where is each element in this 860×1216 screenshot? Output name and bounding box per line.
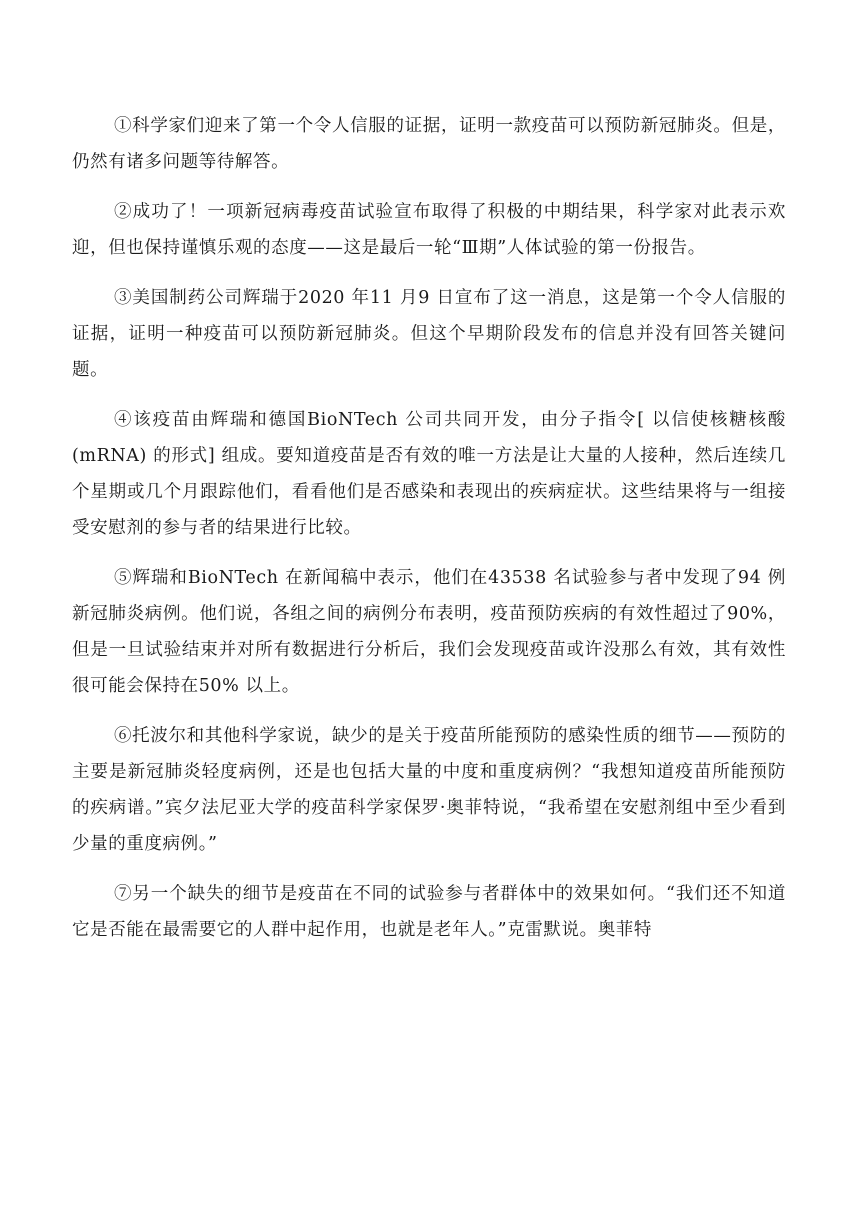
paragraph-3: ③美国制药公司辉瑞于2020 年11 月9 日宣布了这一消息，这是第一个令人信服的证据，证明一种疫苗可以预防新冠肺炎。但这个早期阶段发布的信息并没有回答关键问题。 [72, 288, 786, 380]
paragraph-4: ④该疫苗由辉瑞和德国BioNTech 公司共同开发，由分子指令[ 以信使核糖核酸(mRNA) 的形式] 组成。要知道疫苗是否有效的唯一方法是让大量的人接种，然后连续几个星期或几个月跟踪他们，看看他们是否感染和表现出的疾病症状。这些结果将与一组接受安慰剂的参与者的结果进行比较。 [72, 410, 786, 538]
paragraph-5: ⑤辉瑞和BioNTech 在新闻稿中表示，他们在43538 名试验参与者中发现了94 例新冠肺炎病例。他们说，各组之间的病例分布表明，疫苗预防疾病的有效性超过了90%，但是一旦试验结束并对所有数据进行分析后，我们会发现疫苗或许没那么有效，其有效性很可能会保持在50% 以上。 [72, 568, 786, 696]
paragraph-6: ⑥托波尔和其他科学家说，缺少的是关于疫苗所能预防的感染性质的细节——预防的主要是新冠肺炎轻度病例，还是也包括大量的中度和重度病例？“我想知道疫苗所能预防的疾病谱。”宾夕法尼亚大学的疫苗科学家保罗·奥菲特说，“我希望在安慰剂组中至少看到少量的重度病例。” [72, 726, 786, 854]
paragraph-1: ①科学家们迎来了第一个令人信服的证据，证明一款疫苗可以预防新冠肺炎。但是，仍然有诸多问题等待解答。 [72, 116, 786, 172]
document-page [72, 108, 786, 962]
paragraph-2: ②成功了！一项新冠病毒疫苗试验宣布取得了积极的中期结果，科学家对此表示欢迎，但也保持谨慎乐观的态度——这是最后一轮“Ⅲ期”人体试验的第一份报告。 [72, 202, 786, 258]
paragraph-7: ⑦另一个缺失的细节是疫苗在不同的试验参与者群体中的效果如何。“我们还不知道它是否能在最需要它的人群中起作用，也就是老年人。”克雷默说。奥菲特 [72, 884, 786, 940]
